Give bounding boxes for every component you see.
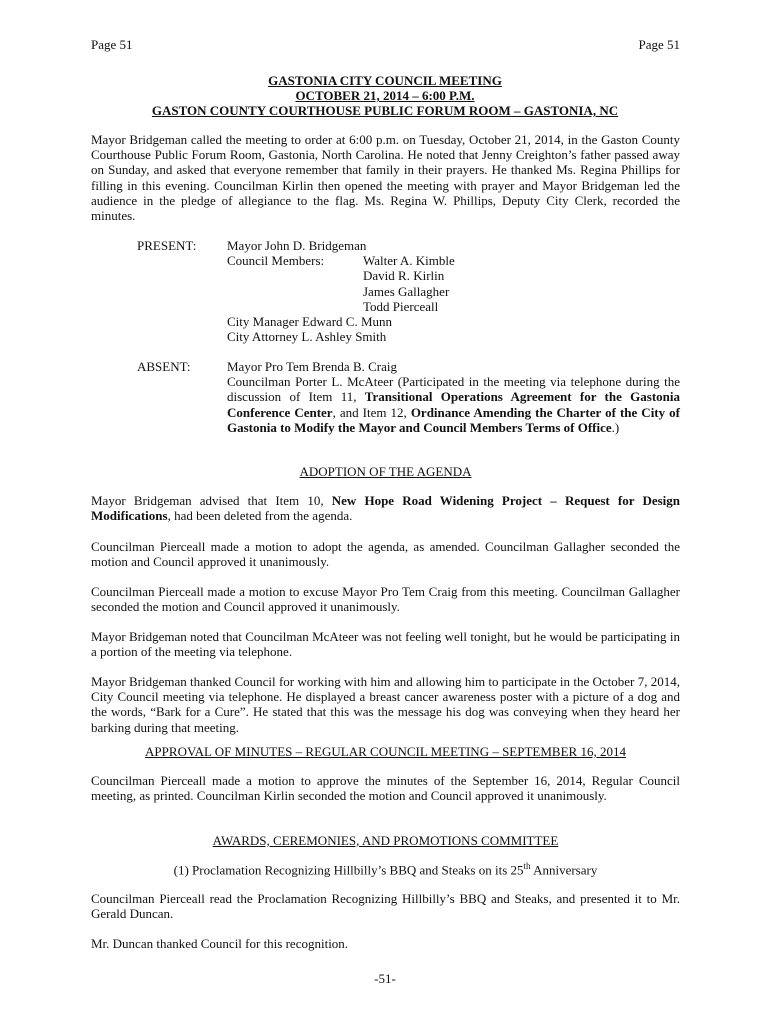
agenda-text: Mayor Bridgeman advised that Item 10,	[91, 493, 332, 508]
title-line-2: OCTOBER 21, 2014 – 6:00 P.M.	[295, 88, 475, 103]
meeting-title	[85, 73, 685, 118]
council-members-row	[227, 253, 680, 314]
absent-label: ABSENT:	[137, 359, 191, 374]
minutes-paragraph: Councilman Pierceall made a motion to approve the minutes of the September 16, 2014, Regular Council meeting, as printed. Councilman Kirlin seconded the motion and Council approved it unanimously.	[91, 773, 680, 804]
council-members-label: Council Members:	[227, 253, 325, 269]
proclamation-superscript: th	[523, 861, 531, 871]
awards-paragraph-2: Mr. Duncan thanked Council for this recognition.	[91, 936, 349, 951]
council-member: Todd Pierceall	[363, 298, 439, 314]
present-city-attorney: City Attorney L. Ashley Smith	[227, 329, 387, 345]
proclamation-text: Anniversary	[530, 862, 598, 878]
title-line-3: GASTON COUNTY COURTHOUSE PUBLIC FORUM ROOM – GASTONIA, NC	[151, 103, 619, 118]
agenda-paragraph-4: Mayor Bridgeman noted that Councilman McAteer was not feeling well tonight, but he would be participating in a portion of the meeting via telephone.	[91, 629, 680, 660]
present-list	[227, 238, 680, 344]
agenda-paragraph-5: Mayor Bridgeman thanked Council for working with him and allowing him to participate in the October 7, 2014, City Council meeting via telephone. He displayed a breast cancer awareness poster with a picture of a dog and the words, “Bark for a Cure”. He stated that this was the message his dog was conveying when they heard her barking during that meeting.	[91, 674, 680, 735]
section-heading-minutes: APPROVAL OF MINUTES – REGULAR COUNCIL MEETING – SEPTEMBER 16, 2014	[145, 744, 626, 759]
title-line-1: GASTONIA CITY COUNCIL MEETING	[268, 73, 502, 88]
agenda-paragraph-1	[91, 493, 680, 523]
agenda-paragraph-2: Councilman Pierceall made a motion to adopt the agenda, as amended. Councilman Gallagher seconded the motion and Council approved it unanimously.	[91, 539, 680, 570]
page-number-footer: -51-	[374, 971, 396, 986]
present-label: PRESENT:	[137, 238, 197, 253]
absent-list	[227, 359, 680, 435]
absent-item-11: Transitional Operations Agreement for the Gastonia Conference Center	[227, 389, 681, 420]
council-member: David R. Kirlin	[363, 268, 445, 284]
agenda-text: , had been deleted from the agenda.	[167, 508, 353, 524]
agenda-paragraph-3: Councilman Pierceall made a motion to excuse Mayor Pro Tem Craig from this meeting. Councilman Gallagher seconded the motion and Council approved it unanimously.	[91, 584, 680, 615]
absent-item-12: Ordinance Amending the Charter of the City of Gastonia to Modify the Mayor and Council Members Terms of Office	[227, 404, 680, 435]
council-members-list	[363, 253, 455, 314]
absent-text: .)	[611, 419, 620, 435]
absent-text: , and Item 12,	[332, 404, 411, 420]
page-header-right: Page 51	[638, 37, 680, 52]
agenda-item-10: New Hope Road Widening Project – Request for Design Modifications	[91, 493, 680, 524]
section-heading-awards: AWARDS, CEREMONIES, AND PROMOTIONS COMMITTEE	[212, 833, 559, 848]
absent-mcateer-note	[227, 374, 680, 435]
page-header-left: Page 51	[91, 37, 133, 52]
council-member: James Gallagher	[363, 283, 450, 299]
proclamation-heading	[91, 861, 680, 878]
intro-paragraph: Mayor Bridgeman called the meeting to order at 6:00 p.m. on Tuesday, October 21, 2014, in the Gaston County Courthouse Public Forum Room, Gastonia, North Carolina. He noted that Jenny Creighton’s father passed away on Sunday, and asked that everyone remember that family in their prayers. He thanked Ms. Regina Phillips for filling in this evening. Councilman Kirlin then opened the meeting with prayer and Mayor Bridgeman led the audience in the pledge of allegiance to the flag. Ms. Regina W. Phillips, Deputy City Clerk, recorded the minutes.	[91, 132, 680, 224]
awards-paragraph-1: Councilman Pierceall read the Proclamation Recognizing Hillbilly’s BBQ and Steaks, and presented it to Mr. Gerald Duncan.	[91, 891, 680, 922]
council-member: Walter A. Kimble	[363, 253, 455, 269]
proclamation-text: (1) Proclamation Recognizing Hillbilly’s BBQ and Steaks on its 25	[173, 862, 524, 878]
absent-mayor-pro-tem: Mayor Pro Tem Brenda B. Craig	[227, 359, 397, 374]
present-city-manager: City Manager Edward C. Munn	[227, 314, 393, 330]
section-heading-agenda: ADOPTION OF THE AGENDA	[299, 464, 472, 479]
present-mayor: Mayor John D. Bridgeman	[227, 238, 367, 253]
absent-text: Councilman Porter L. McAteer (Participated in the meeting via telephone during the discussion of Item 11,	[227, 374, 680, 405]
